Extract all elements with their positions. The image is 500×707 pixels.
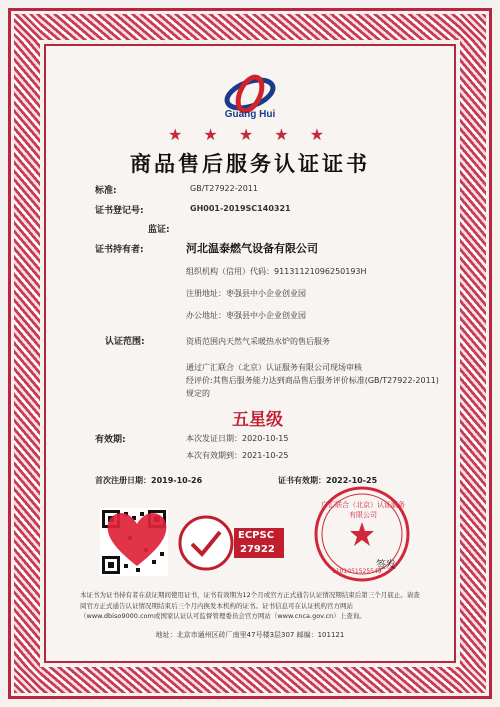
ecpsc-name: ECPSC	[238, 530, 275, 541]
ecpsc-certification-mark-icon	[178, 512, 288, 574]
supervision-label: 监证:	[148, 225, 170, 235]
certificate-note: 本证书为证书持有者在获证期间使用证书，证书有效期为12个月或官方正式通告认证情况期结束后第三个月底止。请查阅官方正式通告认证情况期结束后三个月内换发本机构的证书。证书信息可在认证机构官方网站（www.dbiso9000.com或国家认证认可监督管理委员会官方网站（www.cnca.gov.cn）上查询。	[80, 591, 420, 620]
standard-value: GB/T27922-2011	[190, 184, 258, 193]
signature-sign-label: 签发	[376, 560, 396, 571]
certificate-validity-date: 证书有效期：2022-10-25	[278, 476, 378, 485]
eval-line-3: 规定的	[186, 389, 210, 398]
org-code: 组织机构（信用）代码：91131121096250193H	[186, 267, 367, 276]
seal-text: 广汇联合（北京）认证服务有限公司	[321, 501, 405, 519]
star-level: 五星级	[232, 410, 283, 430]
eval-line-2: 经评价:其售后服务能力达到商品售后服务评价标准(GB/T27922-2011)	[186, 376, 439, 385]
seal-number: 1101051525549	[332, 568, 382, 575]
address-line: 地址：北京市通州区砖厂南里47号楼3层307 邮编：101121	[155, 631, 345, 639]
certificate-title: 商品售后服务认证证书	[130, 152, 370, 176]
eval-line-1: 通过广汇联合（北京）认证服务有限公司现场审核	[186, 363, 362, 372]
reg-address: 注册地址：枣强县中小企业创业园	[186, 289, 306, 298]
logo-text: Guang Hui	[224, 109, 276, 120]
red-heart-overlay-icon	[104, 508, 170, 568]
standard-label: 标准:	[95, 186, 117, 196]
cert-no-value: GH001-2019SC140321	[190, 204, 291, 213]
holder-label: 证书持有者:	[95, 245, 144, 255]
validity-label: 有效期:	[95, 435, 126, 445]
holder-value: 河北温泰燃气设备有限公司	[186, 242, 318, 255]
office-address: 办公地址：枣强县中小企业创业园	[186, 311, 306, 320]
first-registration-date: 首次注册日期：2019-10-26	[95, 476, 203, 485]
scope-value: 资质范围内天然气采暖热水炉的售后服务	[186, 337, 330, 346]
ecpsc-code: 27922	[240, 544, 275, 555]
scope-label: 认证范围:	[105, 337, 145, 347]
cert-no-label: 证书登记号:	[95, 206, 144, 216]
issue-date: 本次发证日期：2020-10-15	[186, 434, 289, 443]
expiry-date: 本次有效期到：2021-10-25	[186, 451, 289, 460]
star-rating: ★ ★ ★ ★ ★	[167, 125, 333, 144]
